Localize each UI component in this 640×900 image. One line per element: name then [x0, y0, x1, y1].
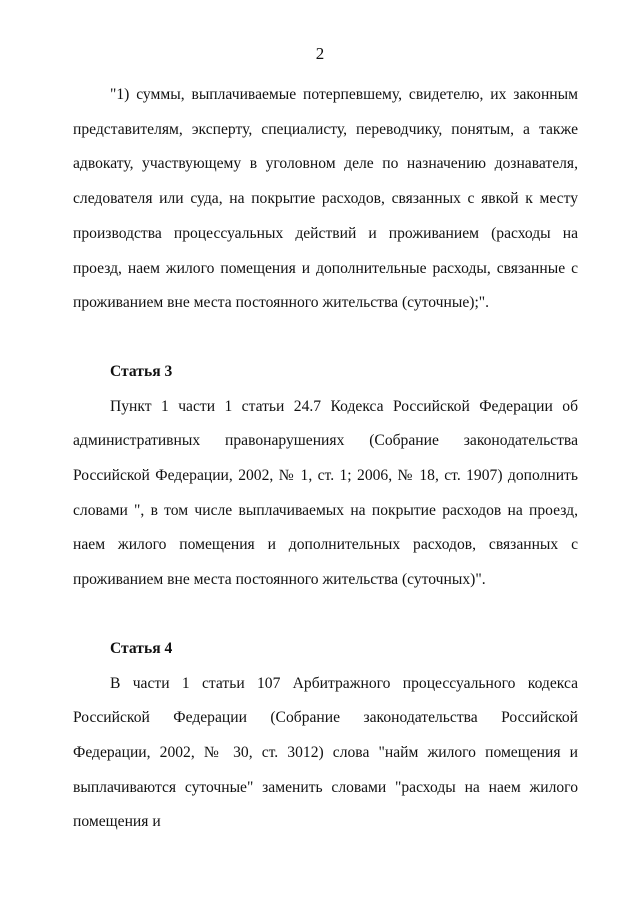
page-number: 2: [315, 44, 325, 63]
document-body: [73, 78, 578, 840]
article-3-heading: Статья 3: [110, 362, 173, 380]
article-4-text: В части 1 статьи 107 Арбитражного процессуального кодекса Российской Федерации (Собрание законодательства Российской Федерации, 2002, № 30, ст. 3012) слова "найм жилого помещения и выплачиваются суточные" заменить словами "расходы на наем жилого помещения и: [73, 674, 578, 831]
section-spacer: [73, 321, 578, 355]
article-3-text: Пункт 1 части 1 статьи 24.7 Кодекса Российской Федерации об административных правонарушениях (Собрание законодательства Российской Федерации, 2002, № 1, ст. 1; 2006, № 18, ст. 1907) дополнить словами ", в том числе выплачиваемых на покрытие расходов на проезд, наем жилого помещения и дополнительных расходов, связанных с проживанием вне места постоянного жительства (суточных)".: [73, 397, 578, 589]
intro-paragraph: "1) суммы, выплачиваемые потерпевшему, свидетелю, их законным представителям, эксперту, специалисту, переводчику, понятым, а также адвокату, участвующему в уголовном деле по назначению дознавателя, следователя или суда, на покрытие расходов, связанных с явкой к месту производства процессуальных действий и проживанием (расходы на проезд, наем жилого помещения и дополнительные расходы, связанные с проживанием вне места постоянного жительства (суточные);".: [73, 86, 578, 312]
section-spacer: [73, 598, 578, 632]
article-4-heading: Статья 4: [110, 639, 173, 657]
